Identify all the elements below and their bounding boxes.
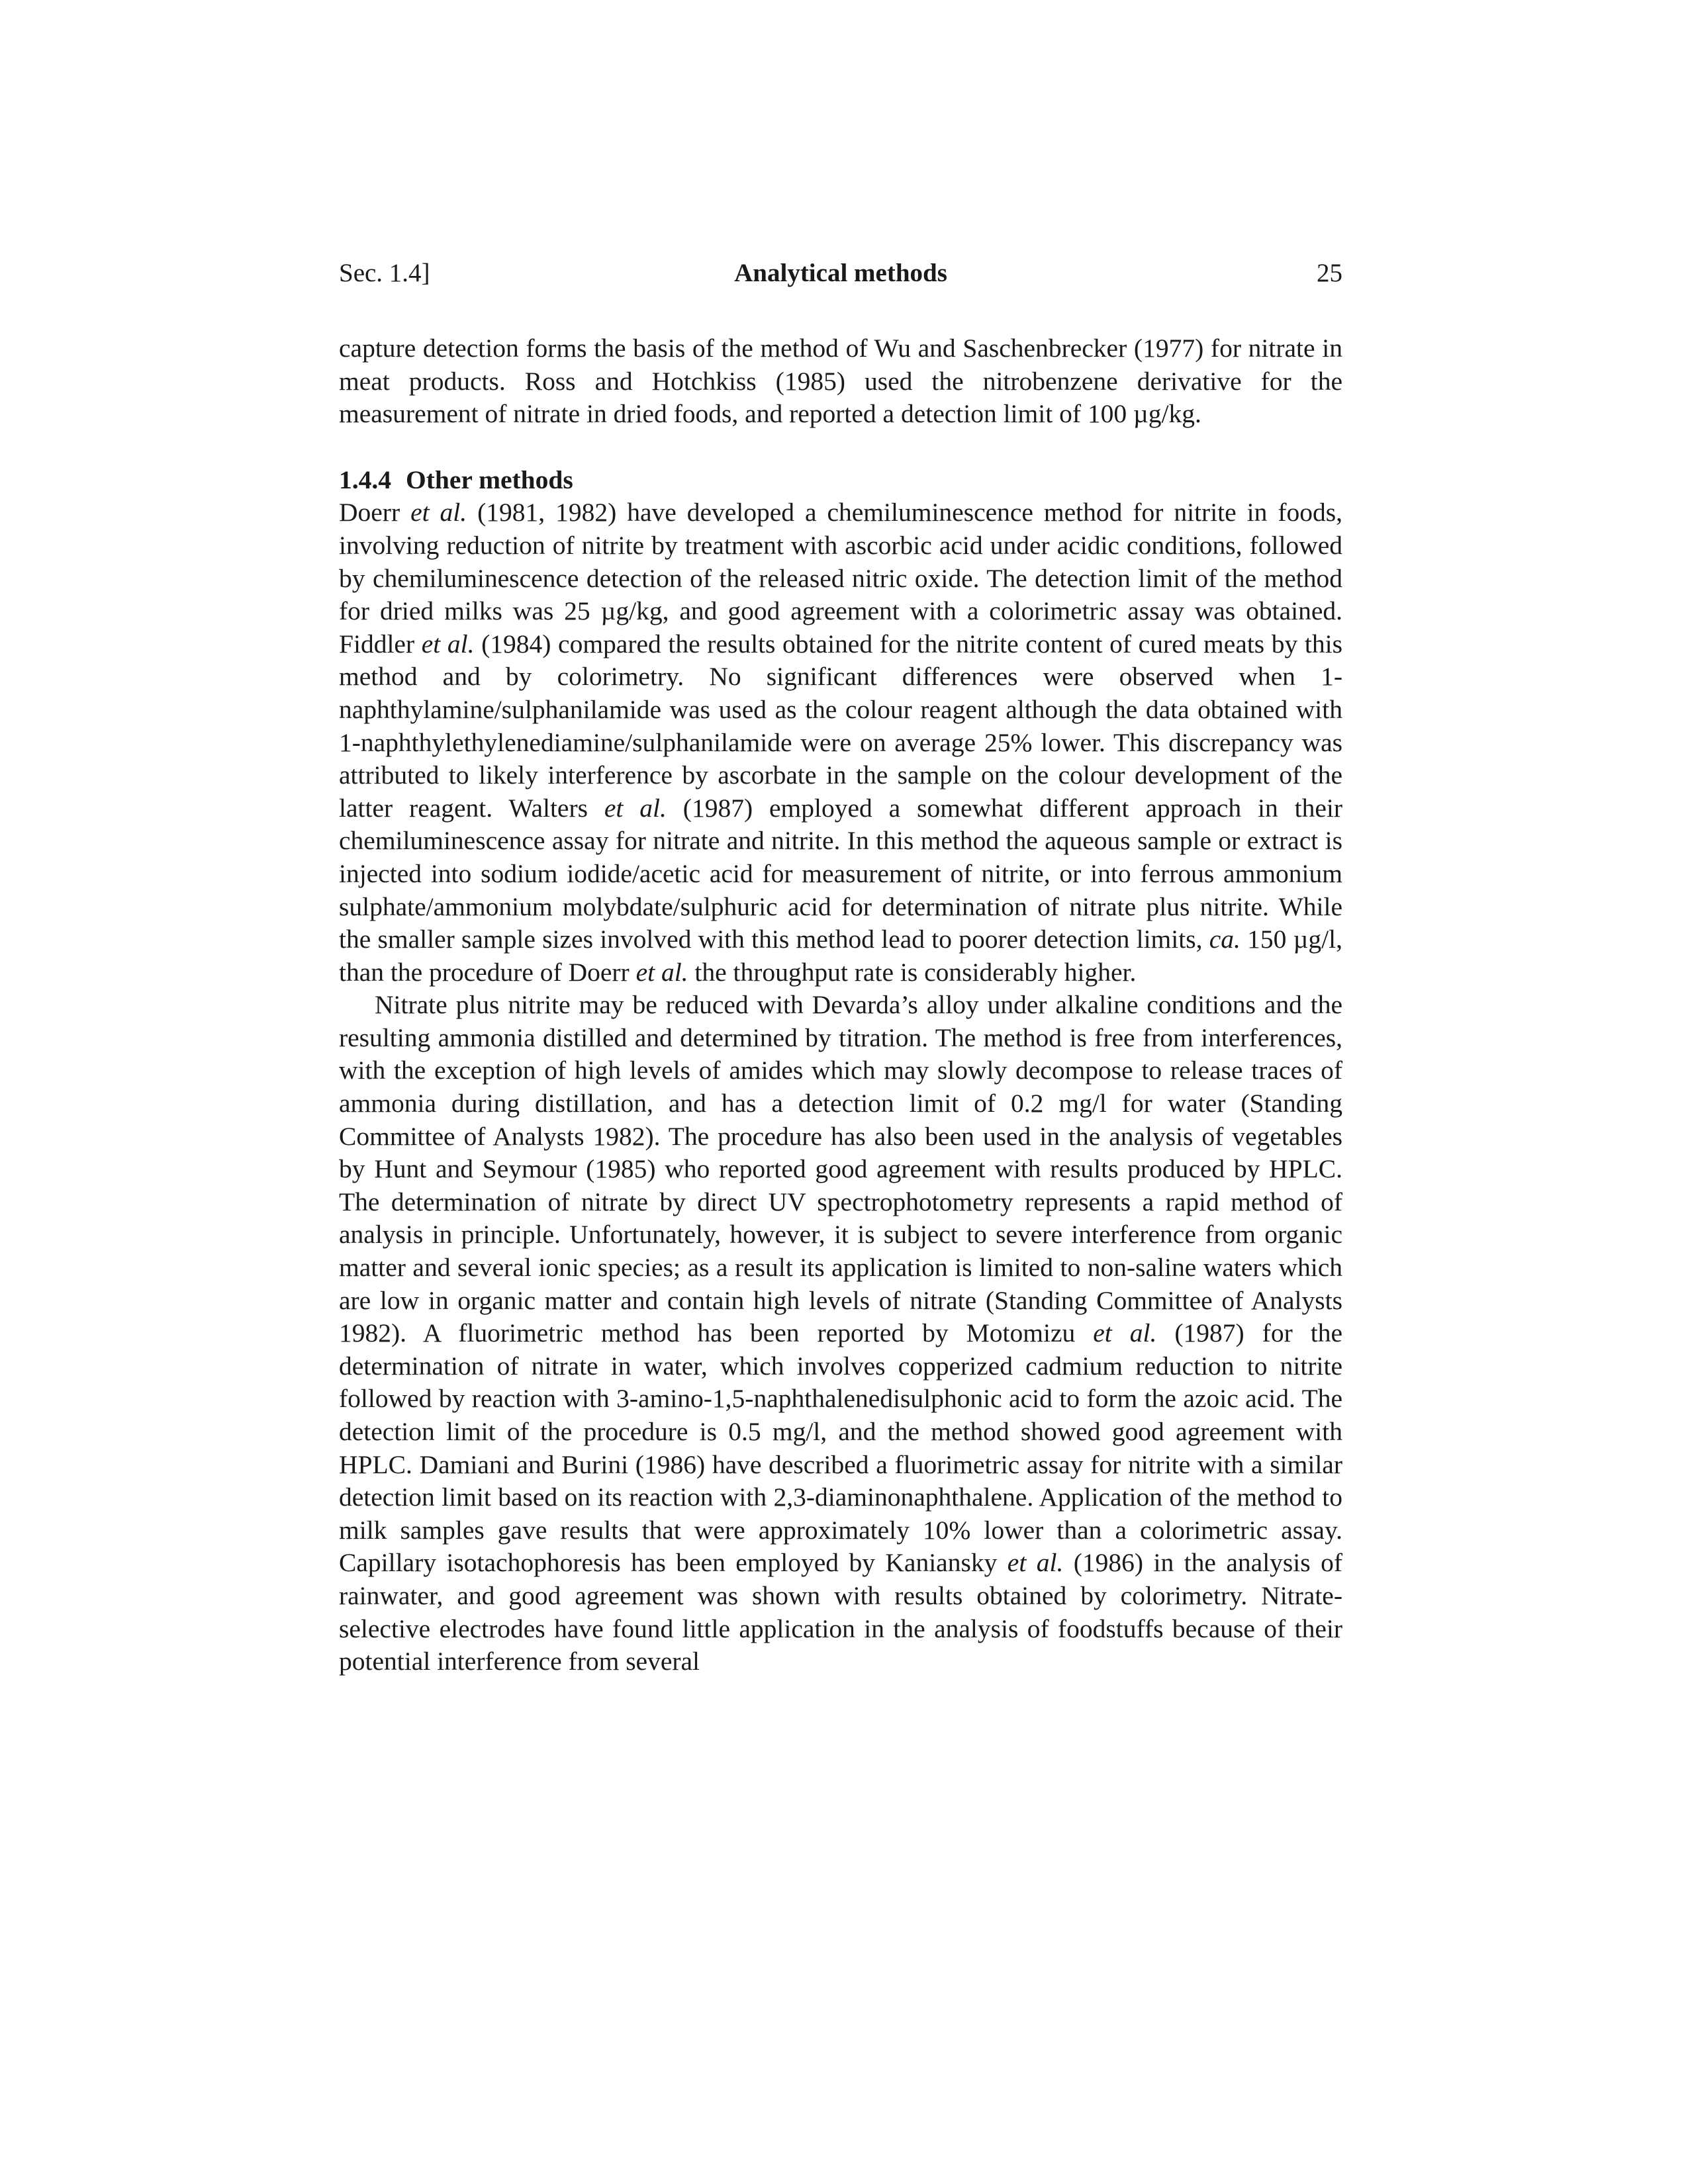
text-run: (1987) for the determination of nitrate in water, which involves copperized cadmium reduction to nitrite followed by reaction with 3-amino-1,5-naphthalenedisulphonic acid to form the azoic acid. The detection limit of the procedure is 0.5 mg/l, and the method showed good agreement with HPLC. Damiani and Burini (1986) have described a fluorimetric assay for nitrite with a similar detection limit based on its reaction with 2,3-diaminonaphthalene. Application of the method to milk samples gave results that were approximately 10% lower than a colorimetric assay. Capillary isotachophoresis has been employed by Kaniansky: [339, 1318, 1342, 1578]
body-text: [339, 332, 1342, 1678]
text-run: (1986) in the analysis of rainwater, and good agreement was shown with results obtained by colorimetry. Nitrate-selective electrodes have found little application in the analysis of foodstuffs because of their potential interference from several: [339, 1548, 1342, 1676]
text-run: (1981, 1982) have developed a chemiluminescence method for nitrite in foods, involving reduction of nitrite by treatment with ascorbic acid under acidic conditions, followed by chemiluminescence detection of the released nitric oxide. The detection limit of the method for dried milks was 25 µg/kg, and good agreement with a colorimetric assay was obtained. Fiddler: [339, 498, 1342, 659]
text-run: (1984) compared the results obtained for the nitrite content of cured meats by this method and by colorimetry. No significant differences were observed when 1-naphthylamine/sulphanilamide was used as the colour reagent although the data obtained with 1-naphthylethylenediamine/sulphanilamide were on average 25% lower. This discrepancy was attributed to likely interference by ascorbate in the sample on the colour development of the latter reagent. Walters: [339, 629, 1342, 823]
section-title: Other methods: [406, 465, 573, 494]
italic-run: et al.: [421, 629, 475, 659]
italic-run: ca.: [1209, 925, 1241, 954]
section-label: Sec. 1.4]: [339, 259, 430, 287]
page-number: 25: [1317, 259, 1342, 287]
italic-run: et al.: [1093, 1318, 1157, 1348]
text-run: the throughput rate is considerably higher.: [688, 957, 1137, 987]
section-number: 1.4.4: [339, 465, 391, 494]
section-heading: [339, 464, 1342, 497]
page: [339, 258, 1342, 1678]
paragraph-3: [339, 989, 1342, 1678]
text-run: 150 µg/l, than the procedure of Doerr: [339, 925, 1342, 987]
italic-run: et al.: [604, 793, 667, 823]
running-header: [339, 258, 1342, 298]
italic-run: et al.: [635, 957, 688, 987]
text-run: (1987) employed a somewhat different approach in their chemiluminescence assay for nitrate and nitrite. In this method the aqueous sample or extract is injected into sodium iodide/acetic acid for measurement of nitrite, or into ferrous ammonium sulphate/ammonium molybdate/sulphuric acid for determination of nitrate plus nitrite. While the smaller sample sizes involved with this method lead to poorer detection limits,: [339, 793, 1342, 954]
italic-run: et al.: [1007, 1548, 1064, 1578]
paragraph-2: [339, 496, 1342, 989]
paragraph-1: capture detection forms the basis of the method of Wu and Saschenbrecker (1977) for nitrate in meat products. Ross and Hotchkiss (1985) used the nitrobenzene derivative for the measurement of nitrate in dried foods, and reported a detection limit of 100 µg/kg.: [339, 334, 1342, 429]
running-title: Analytical methods: [734, 259, 947, 287]
italic-run: et al.: [410, 498, 467, 527]
text-run: Doerr: [339, 498, 411, 527]
text-run: Nitrate plus nitrite may be reduced with Devarda’s alloy under alkaline conditions and the resulting ammonia distilled and determined by titration. The method is free from interferences, with the exception of high levels of amides which may slowly decompose to release traces of ammonia during distillation, and has a detection limit of 0.2 mg/l for water (Standing Committee of Analysts 1982). The procedure has also been used in the analysis of vegetables by Hunt and Seymour (1985) who reported good agreement with results produced by HPLC. The determination of nitrate by direct UV spectrophotometry represents a rapid method of analysis in principle. Unfortunately, however, it is subject to severe interference from organic matter and several ionic species; as a result its application is limited to non-saline waters which are low in organic matter and contain high levels of nitrate (Standing Committee of Analysts 1982). A fluorimetric method has been reported by Motomizu: [339, 990, 1342, 1348]
